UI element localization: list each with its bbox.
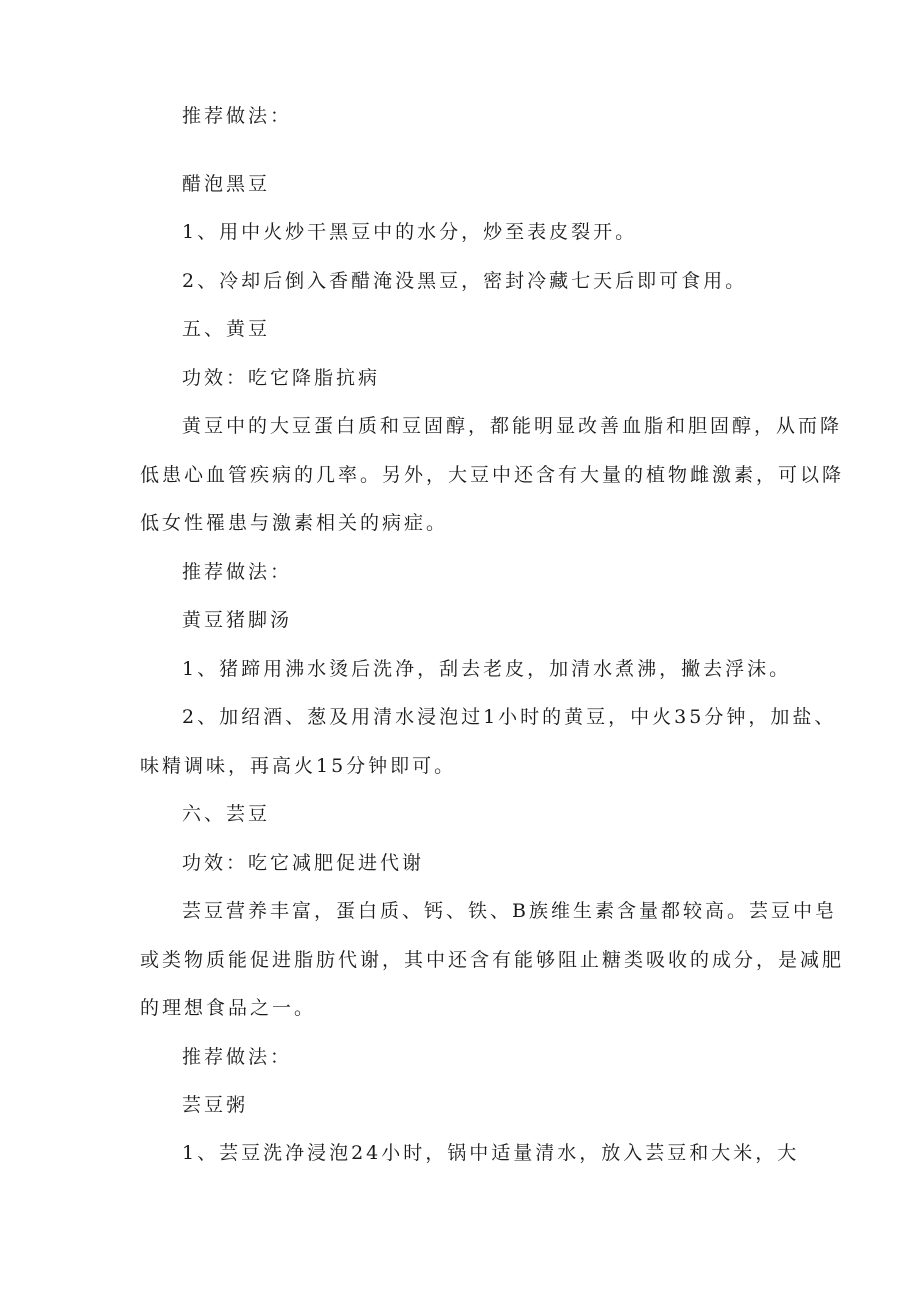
subheading-recommended-method: 推荐做法： <box>182 1046 293 1068</box>
paragraph-line: 低女性罹患与激素相关的病症。 <box>140 512 449 534</box>
recipe-title: 醋泡黑豆 <box>182 173 271 195</box>
recipe-step: 1、猪蹄用沸水烫后洗净，刮去老皮，加清水煮沸，撇去浮沫。 <box>182 658 792 680</box>
recipe-step: 2、冷却后倒入香醋淹没黑豆，密封冷藏七天后即可食用。 <box>182 270 748 292</box>
paragraph-line: 黄豆中的大豆蛋白质和豆固醇，都能明显改善血脂和胆固醇，从而降 <box>182 415 843 437</box>
recipe-title: 黄豆猪脚汤 <box>182 609 293 631</box>
benefit-line: 功效：吃它减肥促进代谢 <box>182 852 425 874</box>
paragraph-line: 芸豆营养丰富，蛋白质、钙、铁、B族维生素含量都较高。芸豆中皂 <box>182 900 837 922</box>
benefit-line: 功效：吃它降脂抗病 <box>182 367 381 389</box>
recipe-step: 1、用中火炒干黑豆中的水分，炒至表皮裂开。 <box>182 221 638 243</box>
section-heading: 六、芸豆 <box>182 803 271 825</box>
recipe-step-continued: 味精调味，再高火15分钟即可。 <box>140 755 457 777</box>
recipe-title: 芸豆粥 <box>182 1094 249 1116</box>
paragraph-line: 的理想食品之一。 <box>140 997 317 1019</box>
paragraph-line: 或类物质能促进脂肪代谢，其中还含有能够阻止糖类吸收的成分，是减肥 <box>140 949 845 971</box>
subheading-recommended-method: 推荐做法： <box>182 561 293 583</box>
recipe-step: 2、加绍酒、葱及用清水浸泡过1小时的黄豆，中火35分钟，加盐、 <box>182 706 837 728</box>
paragraph-line: 低患心血管疾病的几率。另外，大豆中还含有大量的植物雌激素，可以降 <box>140 464 845 486</box>
subheading-recommended-method: 推荐做法： <box>182 105 293 127</box>
recipe-step: 1、芸豆洗净浸泡24小时，锅中适量清水，放入芸豆和大米，大 <box>182 1142 800 1164</box>
section-heading: 五、黄豆 <box>182 318 271 340</box>
